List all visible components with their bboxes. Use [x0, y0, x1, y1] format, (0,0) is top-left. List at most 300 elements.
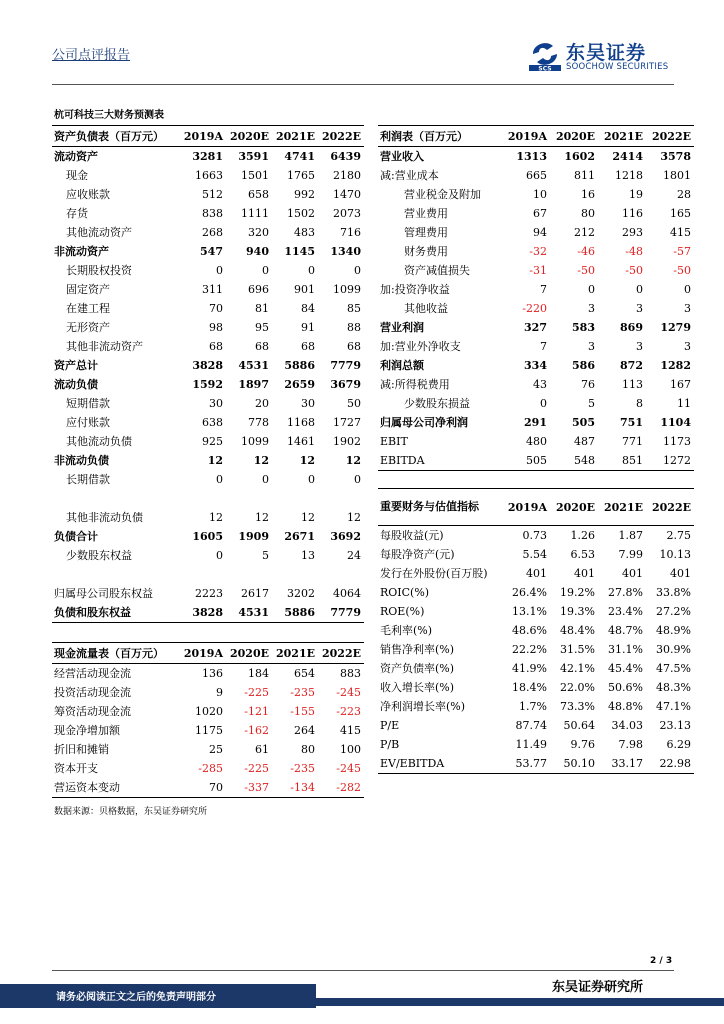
value-cell: 0: [308, 473, 315, 486]
value-cell: 53.77: [502, 754, 550, 774]
value-cell: 851: [598, 451, 646, 471]
table-row: [52, 740, 364, 759]
row-label: 负债和股东权益: [52, 603, 180, 623]
value-cell: 3679: [330, 378, 361, 391]
value-cell: 505: [502, 451, 550, 471]
key-ratios-table: [378, 488, 694, 774]
value-cell: 20: [255, 397, 269, 410]
value-cell: 33.17: [598, 754, 646, 774]
value-cell: 19: [629, 188, 643, 201]
table-row: [52, 664, 364, 684]
value-cell: 1605: [192, 530, 223, 543]
value-cell: 48.3%: [656, 681, 691, 694]
row-label: 短期借款: [66, 397, 110, 410]
value-cell: 91: [301, 321, 315, 334]
value-cell: -282: [318, 778, 364, 798]
row-label: 每股净资产(元): [380, 548, 455, 561]
scs-logo-icon: [527, 38, 563, 72]
table-row: [378, 204, 694, 223]
table-row: [378, 564, 694, 583]
value-cell: 10: [533, 188, 547, 201]
row-label: 其他非流动负债: [66, 511, 143, 524]
value-cell: 2.75: [666, 529, 691, 542]
row-label: 筹资活动现金流: [54, 705, 131, 718]
value-cell: 2414: [612, 150, 643, 163]
value-cell: 665: [526, 169, 547, 182]
table-header-row: [52, 643, 364, 664]
row-label: 加:投资净收益: [380, 283, 450, 296]
row-label: 应收账款: [66, 188, 110, 201]
value-cell: 1909: [238, 530, 269, 543]
value-cell: 116: [622, 207, 643, 220]
year-header-cell: 2020E: [226, 126, 272, 147]
row-label: P/E: [380, 719, 400, 732]
value-cell: 992: [294, 188, 315, 201]
table-header-row: [378, 126, 694, 147]
value-cell: 883: [340, 667, 361, 680]
table-row: [378, 678, 694, 697]
year-header-cell: 2022E: [646, 489, 694, 526]
table-row: [378, 147, 694, 167]
value-cell: 1168: [287, 416, 315, 429]
table-row: [52, 584, 364, 603]
table-row: [52, 759, 364, 778]
row-label: 现金: [66, 169, 88, 182]
value-cell: 94: [533, 226, 547, 239]
value-cell: -235: [290, 762, 315, 775]
value-cell: 487: [574, 435, 595, 448]
value-cell: 1218: [615, 169, 643, 182]
value-cell: [180, 565, 226, 584]
value-cell: 31.1%: [608, 643, 643, 656]
row-label: 归属母公司股东权益: [54, 587, 153, 600]
value-cell: 291: [524, 416, 547, 429]
value-cell: 70: [209, 302, 223, 315]
table-row: [52, 778, 364, 798]
logo-mark-text: SCS: [538, 65, 552, 72]
table-row: [52, 565, 364, 584]
value-cell: 22.2%: [512, 643, 547, 656]
table-row: [378, 375, 694, 394]
value-cell: -50: [625, 264, 643, 277]
value-cell: 19.3%: [560, 605, 595, 618]
value-cell: 940: [246, 245, 269, 258]
value-cell: 76: [581, 378, 595, 391]
value-cell: [272, 565, 318, 584]
row-label: 其他非流动资产: [66, 340, 143, 353]
row-label: 无形资产: [66, 321, 110, 334]
value-cell: 3578: [660, 150, 691, 163]
value-cell: 61: [255, 743, 269, 756]
row-label: 发行在外股份(百万股): [380, 567, 488, 580]
value-cell: 95: [255, 321, 269, 334]
value-cell: 27.8%: [608, 586, 643, 599]
value-cell: 24: [347, 549, 361, 562]
value-cell: 2073: [333, 207, 361, 220]
value-cell: 1592: [192, 378, 223, 391]
value-cell: 12: [301, 511, 315, 524]
year-header-cell: 2020E: [550, 126, 598, 147]
value-cell: 327: [524, 321, 547, 334]
value-cell: 41.9%: [512, 662, 547, 675]
row-label: 流动资产: [54, 150, 98, 163]
value-cell: 586: [572, 359, 595, 372]
table-row: [378, 451, 694, 471]
value-cell: 1020: [195, 705, 223, 718]
row-label: 每股收益(元): [380, 529, 444, 542]
table-row: [52, 356, 364, 375]
year-header-cell: 2020E: [226, 643, 272, 664]
row-label: 营业利润: [380, 321, 424, 334]
value-cell: 68: [255, 340, 269, 353]
row-label: 现金净增加额: [54, 724, 120, 737]
row-label: 营业收入: [380, 150, 424, 163]
value-cell: 7: [540, 283, 547, 296]
value-cell: 3: [588, 302, 595, 315]
value-cell: 12: [299, 454, 315, 467]
table-row: [52, 508, 364, 527]
value-cell: 0: [354, 264, 361, 277]
row-label: 投资活动现金流: [54, 686, 131, 699]
value-cell: -32: [529, 245, 547, 258]
value-cell: 23.13: [659, 719, 691, 732]
table-title-cell: 重要财务与估值指标: [378, 489, 502, 526]
table-row: [378, 318, 694, 337]
table-row: [378, 242, 694, 261]
value-cell: 334: [524, 359, 547, 372]
footer-institute: 东吴证券研究所: [552, 980, 644, 995]
value-cell: 415: [670, 226, 691, 239]
value-cell: 68: [209, 340, 223, 353]
value-cell: 12: [209, 511, 223, 524]
value-cell: 25: [209, 743, 223, 756]
table-row: [52, 683, 364, 702]
value-cell: 0: [308, 264, 315, 277]
value-cell: 1501: [241, 169, 269, 182]
value-cell: 0: [588, 283, 595, 296]
table-row: [52, 147, 364, 167]
table-header-row: [378, 489, 694, 526]
value-cell: 6439: [330, 150, 361, 163]
value-cell: [318, 489, 364, 508]
value-cell: 2659: [284, 378, 315, 391]
value-cell: 22.0%: [560, 681, 595, 694]
row-label: 其他流动资产: [66, 226, 132, 239]
table-row: [378, 166, 694, 185]
table-row: [52, 527, 364, 546]
value-cell: 5886: [284, 359, 315, 372]
value-cell: 85: [347, 302, 361, 315]
value-cell: 1470: [333, 188, 361, 201]
value-cell: 872: [620, 359, 643, 372]
value-cell: 9: [216, 686, 223, 699]
table-row: [378, 394, 694, 413]
value-cell: 68: [347, 340, 361, 353]
table-row: [378, 640, 694, 659]
value-cell: 12: [255, 511, 269, 524]
value-cell: 165: [670, 207, 691, 220]
value-cell: 84: [301, 302, 315, 315]
value-cell: -46: [577, 245, 595, 258]
value-cell: -162: [244, 724, 269, 737]
table-row: [378, 754, 694, 774]
value-cell: 401: [622, 567, 643, 580]
value-cell: [318, 565, 364, 584]
year-header-cell: 2021E: [598, 126, 646, 147]
value-cell: 11: [677, 397, 691, 410]
value-cell: 0: [540, 397, 547, 410]
table-row: [52, 546, 364, 565]
table-title-cell: 利润表（百万元）: [378, 126, 502, 147]
value-cell: 1272: [646, 451, 694, 471]
table-row: [52, 204, 364, 223]
table-row: [378, 526, 694, 546]
value-cell: 30: [301, 397, 315, 410]
value-cell: 638: [202, 416, 223, 429]
value-cell: 43: [533, 378, 547, 391]
value-cell: 4531: [238, 359, 269, 372]
value-cell: 1897: [238, 378, 269, 391]
value-cell: 6.53: [570, 548, 595, 561]
value-cell: 3: [636, 302, 643, 315]
row-label: 固定资产: [66, 283, 110, 296]
value-cell: 778: [248, 416, 269, 429]
value-cell: 3828: [192, 359, 223, 372]
value-cell: 212: [574, 226, 595, 239]
table-row: [52, 470, 364, 489]
year-header-cell: 2019A: [180, 126, 226, 147]
value-cell: 45.4%: [608, 662, 643, 675]
table-row: [52, 451, 364, 470]
row-label: 利润总额: [380, 359, 424, 372]
row-label: 少数股东损益: [404, 397, 470, 410]
value-cell: 48.4%: [560, 624, 595, 637]
value-cell: 87.74: [515, 719, 547, 732]
row-label: ROIC(%): [380, 586, 430, 599]
table-row: [52, 702, 364, 721]
row-label: 资产减值损失: [404, 264, 470, 277]
value-cell: 42.1%: [560, 662, 595, 675]
value-cell: -235: [290, 686, 315, 699]
value-cell: 1.87: [618, 529, 643, 542]
table-row: [52, 242, 364, 261]
value-cell: 100: [340, 743, 361, 756]
value-cell: 31.5%: [560, 643, 595, 656]
year-header-cell: 2019A: [502, 489, 550, 526]
value-cell: 68: [301, 340, 315, 353]
value-cell: 925: [202, 435, 223, 448]
row-label: 经营活动现金流: [54, 667, 131, 680]
value-cell: 0: [684, 283, 691, 296]
value-cell: 401: [670, 567, 691, 580]
value-cell: 1663: [195, 169, 223, 182]
row-label: 资产总计: [54, 359, 98, 372]
value-cell: 80: [301, 743, 315, 756]
value-cell: 30.9%: [656, 643, 691, 656]
value-cell: 48.6%: [512, 624, 547, 637]
value-cell: 658: [248, 188, 269, 201]
value-cell: 34.03: [611, 719, 643, 732]
value-cell: 6.29: [666, 738, 691, 751]
table-row: [378, 413, 694, 432]
value-cell: -225: [244, 686, 269, 699]
value-cell: 50.64: [563, 719, 595, 732]
value-cell: 12: [253, 454, 269, 467]
value-cell: 311: [202, 283, 223, 296]
value-cell: 3: [588, 340, 595, 353]
value-cell: 3: [684, 340, 691, 353]
value-cell: 3: [636, 340, 643, 353]
value-cell: 28: [677, 188, 691, 201]
value-cell: [226, 565, 272, 584]
table-row: [378, 583, 694, 602]
table-title-cell: 现金流量表（百万元）: [52, 643, 180, 664]
value-cell: 1279: [660, 321, 691, 334]
table-row: [52, 223, 364, 242]
row-label: 其他收益: [404, 302, 448, 315]
value-cell: 7.99: [618, 548, 643, 561]
value-cell: 2223: [195, 587, 223, 600]
year-header-cell: 2021E: [272, 126, 318, 147]
table-row: [378, 223, 694, 242]
value-cell: 12: [347, 511, 361, 524]
value-cell: 3202: [287, 587, 315, 600]
value-cell: 869: [620, 321, 643, 334]
value-cell: 33.8%: [656, 586, 691, 599]
value-cell: [226, 489, 272, 508]
row-label: 资本开支: [54, 762, 98, 775]
table-row: [378, 659, 694, 678]
table-header-row: [52, 126, 364, 147]
value-cell: 113: [622, 378, 643, 391]
row-label: 资产负债率(%): [380, 662, 455, 675]
table-row: [378, 261, 694, 280]
table-row: [52, 185, 364, 204]
table-row: [52, 166, 364, 185]
value-cell: 2617: [241, 587, 269, 600]
value-cell: 1765: [287, 169, 315, 182]
table-row: [378, 697, 694, 716]
value-cell: 7: [540, 340, 547, 353]
value-cell: -245: [336, 762, 361, 775]
value-cell: 320: [248, 226, 269, 239]
value-cell: 716: [340, 226, 361, 239]
value-cell: 11.49: [515, 738, 547, 751]
value-cell: 751: [620, 416, 643, 429]
value-cell: 98: [209, 321, 223, 334]
value-cell: 1461: [287, 435, 315, 448]
table-row: [52, 280, 364, 299]
row-label: ROE(%): [380, 605, 425, 618]
value-cell: 1727: [333, 416, 361, 429]
row-label: 少数股东权益: [66, 549, 132, 562]
value-cell: 0: [216, 473, 223, 486]
row-label: 减:营业成本: [380, 169, 439, 182]
row-label: 负债合计: [54, 530, 98, 543]
report-type-link[interactable]: 公司点评报告: [52, 48, 131, 63]
value-cell: 3692: [330, 530, 361, 543]
value-cell: 1801: [663, 169, 691, 182]
table-row: [378, 621, 694, 640]
table-row: [52, 721, 364, 740]
year-header-cell: 2022E: [318, 126, 364, 147]
value-cell: 50.10: [550, 754, 598, 774]
row-label: 收入增长率(%): [380, 681, 455, 694]
value-cell: 5: [262, 549, 269, 562]
value-cell: 811: [574, 169, 595, 182]
value-cell: -337: [226, 778, 272, 798]
table-row: [378, 280, 694, 299]
income-statement-table: [378, 125, 694, 471]
page-number: 2 / 3: [650, 956, 673, 966]
row-label: 应付账款: [66, 416, 110, 429]
row-label: 销售净利率(%): [380, 643, 455, 656]
value-cell: 80: [581, 207, 595, 220]
table-row: [52, 375, 364, 394]
value-cell: 30: [209, 397, 223, 410]
value-cell: -48: [625, 245, 643, 258]
value-cell: -50: [577, 264, 595, 277]
row-label: EBITDA: [378, 451, 502, 471]
brand-logo: [527, 38, 563, 76]
value-cell: 3828: [180, 603, 226, 623]
value-cell: 67: [533, 207, 547, 220]
value-cell: 7779: [318, 603, 364, 623]
value-cell: 50: [347, 397, 361, 410]
value-cell: 264: [294, 724, 315, 737]
table-row: [52, 337, 364, 356]
table-row: [378, 337, 694, 356]
value-cell: 505: [572, 416, 595, 429]
header-divider: [52, 84, 674, 85]
value-cell: 1104: [660, 416, 691, 429]
row-label: 非流动负债: [54, 454, 109, 467]
value-cell: -225: [244, 762, 269, 775]
value-cell: 0: [262, 264, 269, 277]
value-cell: 7779: [330, 359, 361, 372]
value-cell: -57: [673, 245, 691, 258]
value-cell: 136: [202, 667, 223, 680]
data-source-note: 数据来源：贝格数据，东吴证券研究所: [54, 807, 208, 817]
value-cell: 5: [588, 397, 595, 410]
table-row: [52, 394, 364, 413]
value-cell: -223: [336, 705, 361, 718]
table-row: [52, 432, 364, 451]
value-cell: -245: [336, 686, 361, 699]
disclaimer-note[interactable]: 请务必阅读正文之后的免责声明部分: [56, 992, 216, 1003]
value-cell: 10.13: [659, 548, 691, 561]
value-cell: [180, 489, 226, 508]
value-cell: 548: [550, 451, 598, 471]
value-cell: 1282: [660, 359, 691, 372]
value-cell: 23.4%: [608, 605, 643, 618]
table-row: [378, 299, 694, 318]
row-label: 在建工程: [66, 302, 110, 315]
value-cell: 184: [248, 667, 269, 680]
value-cell: 47.1%: [656, 700, 691, 713]
row-label: 归属母公司净利润: [380, 416, 468, 429]
value-cell: 3591: [238, 150, 269, 163]
value-cell: 50.6%: [608, 681, 643, 694]
row-label: 营业税金及附加: [404, 188, 481, 201]
row-label: 营业费用: [404, 207, 448, 220]
value-cell: 3: [684, 302, 691, 315]
table-row: [378, 602, 694, 621]
value-cell: -155: [290, 705, 315, 718]
value-cell: [272, 489, 318, 508]
value-cell: 0: [354, 473, 361, 486]
value-cell: 22.98: [646, 754, 694, 774]
